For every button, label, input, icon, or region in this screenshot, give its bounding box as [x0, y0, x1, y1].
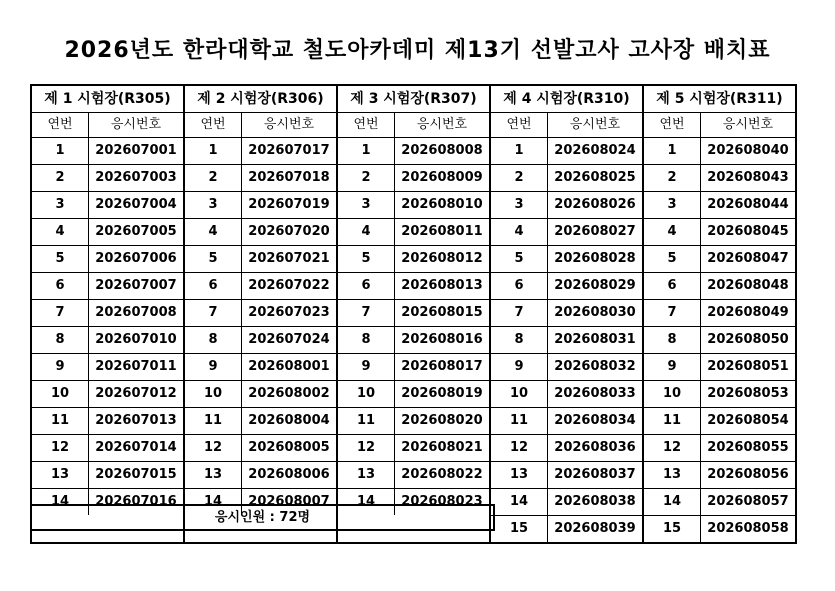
seq-cell: 14 — [32, 489, 89, 515]
applicant-id-cell: 202608019 — [401, 386, 483, 401]
applicant-id-cell: 202608032 — [554, 359, 636, 374]
seq-cell: 14 — [644, 489, 701, 515]
table-row — [32, 138, 183, 165]
seq-cell: 4 — [32, 219, 89, 245]
applicant-id-cell: 202608029 — [554, 278, 636, 293]
col-id-header: 응시번호 — [569, 117, 621, 132]
seq-cell: 1 — [32, 138, 89, 164]
room-title: 제 1 시험장(R305) — [32, 86, 183, 113]
table-row — [644, 408, 795, 435]
table-row — [32, 246, 183, 273]
seq-cell: 7 — [644, 300, 701, 326]
seq-cell: 12 — [338, 435, 395, 461]
applicant-id-cell: 202607022 — [248, 278, 330, 293]
table-row — [338, 435, 489, 462]
applicant-id-cell: 202607018 — [248, 170, 330, 185]
seq-cell: 5 — [338, 246, 395, 272]
total-applicants: 응시인원 : 72명 — [30, 504, 495, 531]
seq-cell: 1 — [185, 138, 242, 164]
applicant-id-cell: 202608045 — [707, 224, 789, 239]
table-row — [644, 219, 795, 246]
applicant-id-cell: 202608056 — [707, 467, 789, 482]
table-row — [185, 354, 336, 381]
table-row — [644, 489, 795, 516]
table-row — [185, 246, 336, 273]
table-row — [32, 354, 183, 381]
applicant-id-cell: 202607006 — [95, 251, 177, 266]
seq-cell: 5 — [644, 246, 701, 272]
room-title: 제 4 시험장(R310) — [491, 86, 642, 113]
applicant-id-cell: 202608030 — [554, 305, 636, 320]
exam-room-3 — [336, 84, 491, 544]
table-row — [32, 192, 183, 219]
seq-cell: 1 — [338, 138, 395, 164]
applicant-id-cell: 202608024 — [554, 143, 636, 158]
seq-cell: 14 — [491, 489, 548, 515]
applicant-id-cell: 202607017 — [248, 143, 330, 158]
seq-cell: 3 — [32, 192, 89, 218]
seq-cell: 1 — [644, 138, 701, 164]
applicant-id-cell: 202608007 — [248, 494, 330, 509]
table-row — [644, 354, 795, 381]
applicant-id-cell: 202608010 — [401, 197, 483, 212]
table-row — [185, 408, 336, 435]
applicant-id-cell: 202608038 — [554, 494, 636, 509]
seq-cell: 7 — [338, 300, 395, 326]
seq-cell: 6 — [32, 273, 89, 299]
applicant-id-cell: 202607004 — [95, 197, 177, 212]
col-id-header: 응시번호 — [416, 117, 468, 132]
room-title: 제 3 시험장(R307) — [338, 86, 489, 113]
table-row — [491, 354, 642, 381]
seq-cell: 13 — [491, 462, 548, 488]
seq-cell: 1 — [491, 138, 548, 164]
table-row — [338, 165, 489, 192]
col-seq-header: 연번 — [644, 113, 701, 137]
applicant-id-cell: 202608058 — [707, 521, 789, 536]
seq-cell: 8 — [32, 327, 89, 353]
seq-cell: 5 — [32, 246, 89, 272]
applicant-id-cell: 202608008 — [401, 143, 483, 158]
applicant-id-cell: 202607021 — [248, 251, 330, 266]
applicant-id-cell: 202608051 — [707, 359, 789, 374]
seq-cell: 7 — [32, 300, 89, 326]
table-row — [491, 435, 642, 462]
seq-cell: 6 — [644, 273, 701, 299]
seq-cell: 10 — [32, 381, 89, 407]
applicant-id-cell: 202607023 — [248, 305, 330, 320]
applicant-id-cell: 202607008 — [95, 305, 177, 320]
seq-cell: 14 — [185, 489, 242, 515]
applicant-id-cell: 202608012 — [401, 251, 483, 266]
applicant-id-cell: 202608053 — [707, 386, 789, 401]
table-row — [32, 300, 183, 327]
table-row — [32, 327, 183, 354]
seq-cell: 9 — [491, 354, 548, 380]
seq-cell: 9 — [32, 354, 89, 380]
table-row — [491, 246, 642, 273]
table-row — [185, 165, 336, 192]
table-row — [338, 192, 489, 219]
table-row — [185, 381, 336, 408]
seq-cell: 9 — [644, 354, 701, 380]
seq-cell: 13 — [644, 462, 701, 488]
seq-cell: 7 — [185, 300, 242, 326]
table-row — [491, 327, 642, 354]
applicant-id-cell: 202608020 — [401, 413, 483, 428]
applicant-id-cell: 202608004 — [248, 413, 330, 428]
table-row — [491, 489, 642, 516]
applicant-id-cell: 202607024 — [248, 332, 330, 347]
seq-cell: 12 — [32, 435, 89, 461]
seq-cell: 3 — [338, 192, 395, 218]
table-row — [32, 381, 183, 408]
table-row — [32, 408, 183, 435]
seq-cell: 10 — [338, 381, 395, 407]
seq-cell: 3 — [185, 192, 242, 218]
table-row — [338, 138, 489, 165]
applicant-id-cell: 202607001 — [95, 143, 177, 158]
column-header-row — [491, 113, 642, 138]
table-row — [185, 273, 336, 300]
applicant-id-cell: 202607003 — [95, 170, 177, 185]
applicant-id-cell: 202607019 — [248, 197, 330, 212]
table-row — [491, 165, 642, 192]
applicant-id-cell: 202608036 — [554, 440, 636, 455]
seq-cell: 8 — [338, 327, 395, 353]
seq-cell: 8 — [491, 327, 548, 353]
table-row — [338, 327, 489, 354]
table-row — [644, 192, 795, 219]
table-row — [32, 219, 183, 246]
applicant-id-cell: 202608016 — [401, 332, 483, 347]
applicant-id-cell: 202608050 — [707, 332, 789, 347]
applicant-id-cell: 202608026 — [554, 197, 636, 212]
col-seq-header: 연번 — [32, 113, 89, 137]
applicant-id-cell: 202607011 — [95, 359, 177, 374]
seq-cell: 2 — [32, 165, 89, 191]
column-header-row — [32, 113, 183, 138]
table-row — [644, 246, 795, 273]
seq-cell: 14 — [338, 489, 395, 515]
seq-cell: 9 — [338, 354, 395, 380]
seq-cell: 10 — [185, 381, 242, 407]
table-row — [185, 462, 336, 489]
applicant-id-cell: 202608039 — [554, 521, 636, 536]
seq-cell: 6 — [185, 273, 242, 299]
applicant-id-cell: 202608040 — [707, 143, 789, 158]
seq-cell: 8 — [185, 327, 242, 353]
applicant-id-cell: 202608055 — [707, 440, 789, 455]
table-row — [644, 300, 795, 327]
seq-cell: 2 — [185, 165, 242, 191]
applicant-id-cell: 202607020 — [248, 224, 330, 239]
table-row — [32, 165, 183, 192]
seq-cell: 2 — [338, 165, 395, 191]
col-seq-header: 연번 — [338, 113, 395, 137]
applicant-id-cell: 202608034 — [554, 413, 636, 428]
seq-cell: 11 — [32, 408, 89, 434]
seq-cell: 5 — [185, 246, 242, 272]
seq-cell: 12 — [491, 435, 548, 461]
table-row — [644, 165, 795, 192]
seq-cell: 15 — [644, 516, 701, 542]
seq-cell: 9 — [185, 354, 242, 380]
table-row — [644, 462, 795, 489]
column-header-row — [185, 113, 336, 138]
seq-cell: 4 — [185, 219, 242, 245]
table-row — [491, 219, 642, 246]
applicant-id-cell: 202608027 — [554, 224, 636, 239]
applicant-id-cell: 202607016 — [95, 494, 177, 509]
applicant-id-cell: 202608025 — [554, 170, 636, 185]
applicant-id-cell: 202608011 — [401, 224, 483, 239]
applicant-id-cell: 202608001 — [248, 359, 330, 374]
table-row — [338, 462, 489, 489]
applicant-id-cell: 202608002 — [248, 386, 330, 401]
applicant-id-cell: 202608021 — [401, 440, 483, 455]
col-id-header: 응시번호 — [722, 117, 774, 132]
seq-cell: 12 — [185, 435, 242, 461]
seq-cell: 10 — [644, 381, 701, 407]
applicant-id-cell: 202607010 — [95, 332, 177, 347]
seq-cell: 3 — [644, 192, 701, 218]
applicant-id-cell: 202608033 — [554, 386, 636, 401]
table-row — [338, 219, 489, 246]
seq-cell: 4 — [644, 219, 701, 245]
table-row — [491, 300, 642, 327]
applicant-id-cell: 202608048 — [707, 278, 789, 293]
table-row — [644, 327, 795, 354]
table-row — [491, 273, 642, 300]
table-row — [185, 138, 336, 165]
table-row — [185, 219, 336, 246]
exam-room-1 — [30, 84, 185, 544]
exam-room-5 — [642, 84, 797, 544]
col-seq-header: 연번 — [491, 113, 548, 137]
col-id-header: 응시번호 — [110, 117, 162, 132]
seq-cell: 4 — [491, 219, 548, 245]
seq-cell: 2 — [491, 165, 548, 191]
seq-cell: 13 — [338, 462, 395, 488]
room-title: 제 2 시험장(R306) — [185, 86, 336, 113]
seq-cell: 4 — [338, 219, 395, 245]
table-row — [338, 300, 489, 327]
seq-cell: 6 — [338, 273, 395, 299]
applicant-id-cell: 202608017 — [401, 359, 483, 374]
applicant-id-cell: 202608047 — [707, 251, 789, 266]
seq-cell: 7 — [491, 300, 548, 326]
table-row — [491, 462, 642, 489]
table-row — [644, 516, 795, 542]
seq-cell: 2 — [644, 165, 701, 191]
seq-cell: 3 — [491, 192, 548, 218]
seq-cell: 11 — [644, 408, 701, 434]
applicant-id-cell: 202607005 — [95, 224, 177, 239]
table-row — [185, 192, 336, 219]
table-row — [338, 354, 489, 381]
applicant-id-cell: 202608049 — [707, 305, 789, 320]
table-row — [491, 516, 642, 542]
table-row — [491, 381, 642, 408]
applicant-id-cell: 202608054 — [707, 413, 789, 428]
table-row — [644, 273, 795, 300]
applicant-id-cell: 202608031 — [554, 332, 636, 347]
applicant-id-cell: 202607013 — [95, 413, 177, 428]
applicant-id-cell: 202608006 — [248, 467, 330, 482]
applicant-id-cell: 202608009 — [401, 170, 483, 185]
applicant-id-cell: 202608013 — [401, 278, 483, 293]
col-seq-header: 연번 — [185, 113, 242, 137]
table-row — [185, 435, 336, 462]
exam-room-2 — [183, 84, 338, 544]
applicant-id-cell: 202608028 — [554, 251, 636, 266]
applicant-id-cell: 202608057 — [707, 494, 789, 509]
seq-cell: 6 — [491, 273, 548, 299]
col-id-header: 응시번호 — [263, 117, 315, 132]
applicant-id-cell: 202608022 — [401, 467, 483, 482]
seq-cell: 10 — [491, 381, 548, 407]
seq-cell: 11 — [338, 408, 395, 434]
applicant-id-cell: 202608005 — [248, 440, 330, 455]
table-row — [644, 381, 795, 408]
table-row — [185, 300, 336, 327]
table-row — [338, 381, 489, 408]
applicant-id-cell: 202608023 — [401, 494, 483, 509]
seq-cell: 13 — [185, 462, 242, 488]
exam-room-4 — [489, 84, 644, 544]
seq-cell: 11 — [185, 408, 242, 434]
table-row — [644, 138, 795, 165]
applicant-id-cell: 202608043 — [707, 170, 789, 185]
table-row — [185, 327, 336, 354]
applicant-id-cell: 202608044 — [707, 197, 789, 212]
table-row — [338, 408, 489, 435]
column-header-row — [644, 113, 795, 138]
table-row — [491, 192, 642, 219]
seating-table — [30, 84, 805, 544]
room-title: 제 5 시험장(R311) — [644, 86, 795, 113]
seq-cell: 13 — [32, 462, 89, 488]
page-title: 2026년도 한라대학교 철도아카데미 제13기 선발고사 고사장 배치표 — [64, 38, 771, 63]
seq-cell: 8 — [644, 327, 701, 353]
table-row — [338, 246, 489, 273]
applicant-id-cell: 202607012 — [95, 386, 177, 401]
seq-cell: 11 — [491, 408, 548, 434]
seq-cell: 12 — [644, 435, 701, 461]
table-row — [491, 138, 642, 165]
table-row — [32, 462, 183, 489]
applicant-id-cell: 202607015 — [95, 467, 177, 482]
applicant-id-cell: 202607007 — [95, 278, 177, 293]
seq-cell: 15 — [491, 516, 548, 542]
applicant-id-cell: 202607014 — [95, 440, 177, 455]
table-row — [338, 273, 489, 300]
table-row — [644, 435, 795, 462]
table-row — [32, 435, 183, 462]
table-row — [32, 273, 183, 300]
column-header-row — [338, 113, 489, 138]
applicant-id-cell: 202608015 — [401, 305, 483, 320]
seq-cell: 5 — [491, 246, 548, 272]
table-row — [491, 408, 642, 435]
applicant-id-cell: 202608037 — [554, 467, 636, 482]
